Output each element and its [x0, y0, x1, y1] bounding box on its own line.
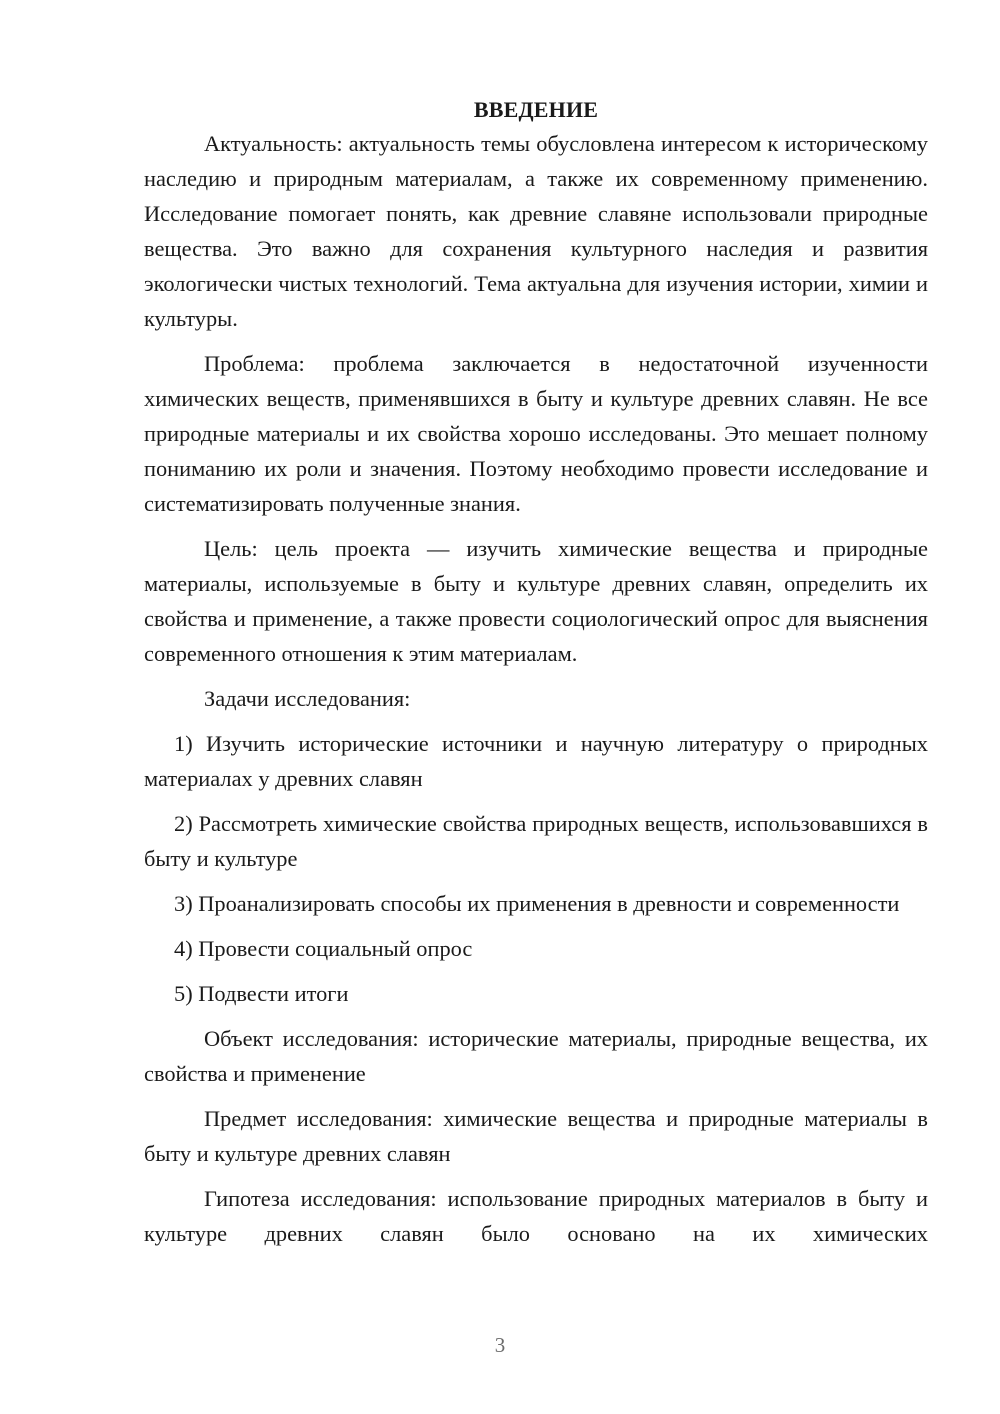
task-item-2: 2) Рассмотреть химические свойства природных веществ, использовавшихся в быту и культуре	[144, 811, 928, 871]
task-item-1: 1) Изучить исторические источники и научную литературу о природных материалах у древних славян	[144, 731, 928, 791]
task-item-3: 3) Проанализировать способы их применения в древности и современности	[174, 891, 900, 916]
paragraph-problem: Проблема: проблема заключается в недостаточной изученности химических веществ, применявшихся в быту и культуре древних славян. Не все природные материалы и их свойства хорошо исследованы. Это мешает полному пониманию их роли и значения. Поэтому необходимо провести исследование и систематизировать полученные знания.	[144, 351, 928, 516]
page-number: 3	[494, 1333, 506, 1357]
paragraph-goal: Цель: цель проекта — изучить химические вещества и природные материалы, используемые в быту и культуре древних славян, определить их свойства и применение, а также провести социологический опрос для выяснения современного отношения к этим материалам.	[144, 536, 928, 666]
page-content	[144, 96, 928, 1261]
section-title: ВВЕДЕНИЕ	[473, 97, 599, 122]
paragraph-subject: Предмет исследования: химические вещества и природные материалы в быту и культуре древних славян	[144, 1106, 928, 1166]
task-item-4: 4) Провести социальный опрос	[174, 936, 473, 961]
task-item-5: 5) Подвести итоги	[174, 981, 349, 1006]
tasks-heading: Задачи исследования:	[204, 686, 411, 711]
paragraph-object: Объект исследования: исторические материалы, природные вещества, их свойства и применение	[144, 1026, 928, 1086]
paragraph-relevance: Актуальность: актуальность темы обусловлена интересом к историческому наследию и природным материалам, а также их современному применению. Исследование помогает понять, как древние славяне использовали природные вещества. Это важно для сохранения культурного наследия и развития экологически чистых технологий. Тема актуальна для изучения истории, химии и культуры.	[144, 131, 928, 331]
paragraph-hypothesis: Гипотеза исследования: использование природных материалов в быту и культуре древних славян было основано на их химических	[144, 1186, 928, 1246]
